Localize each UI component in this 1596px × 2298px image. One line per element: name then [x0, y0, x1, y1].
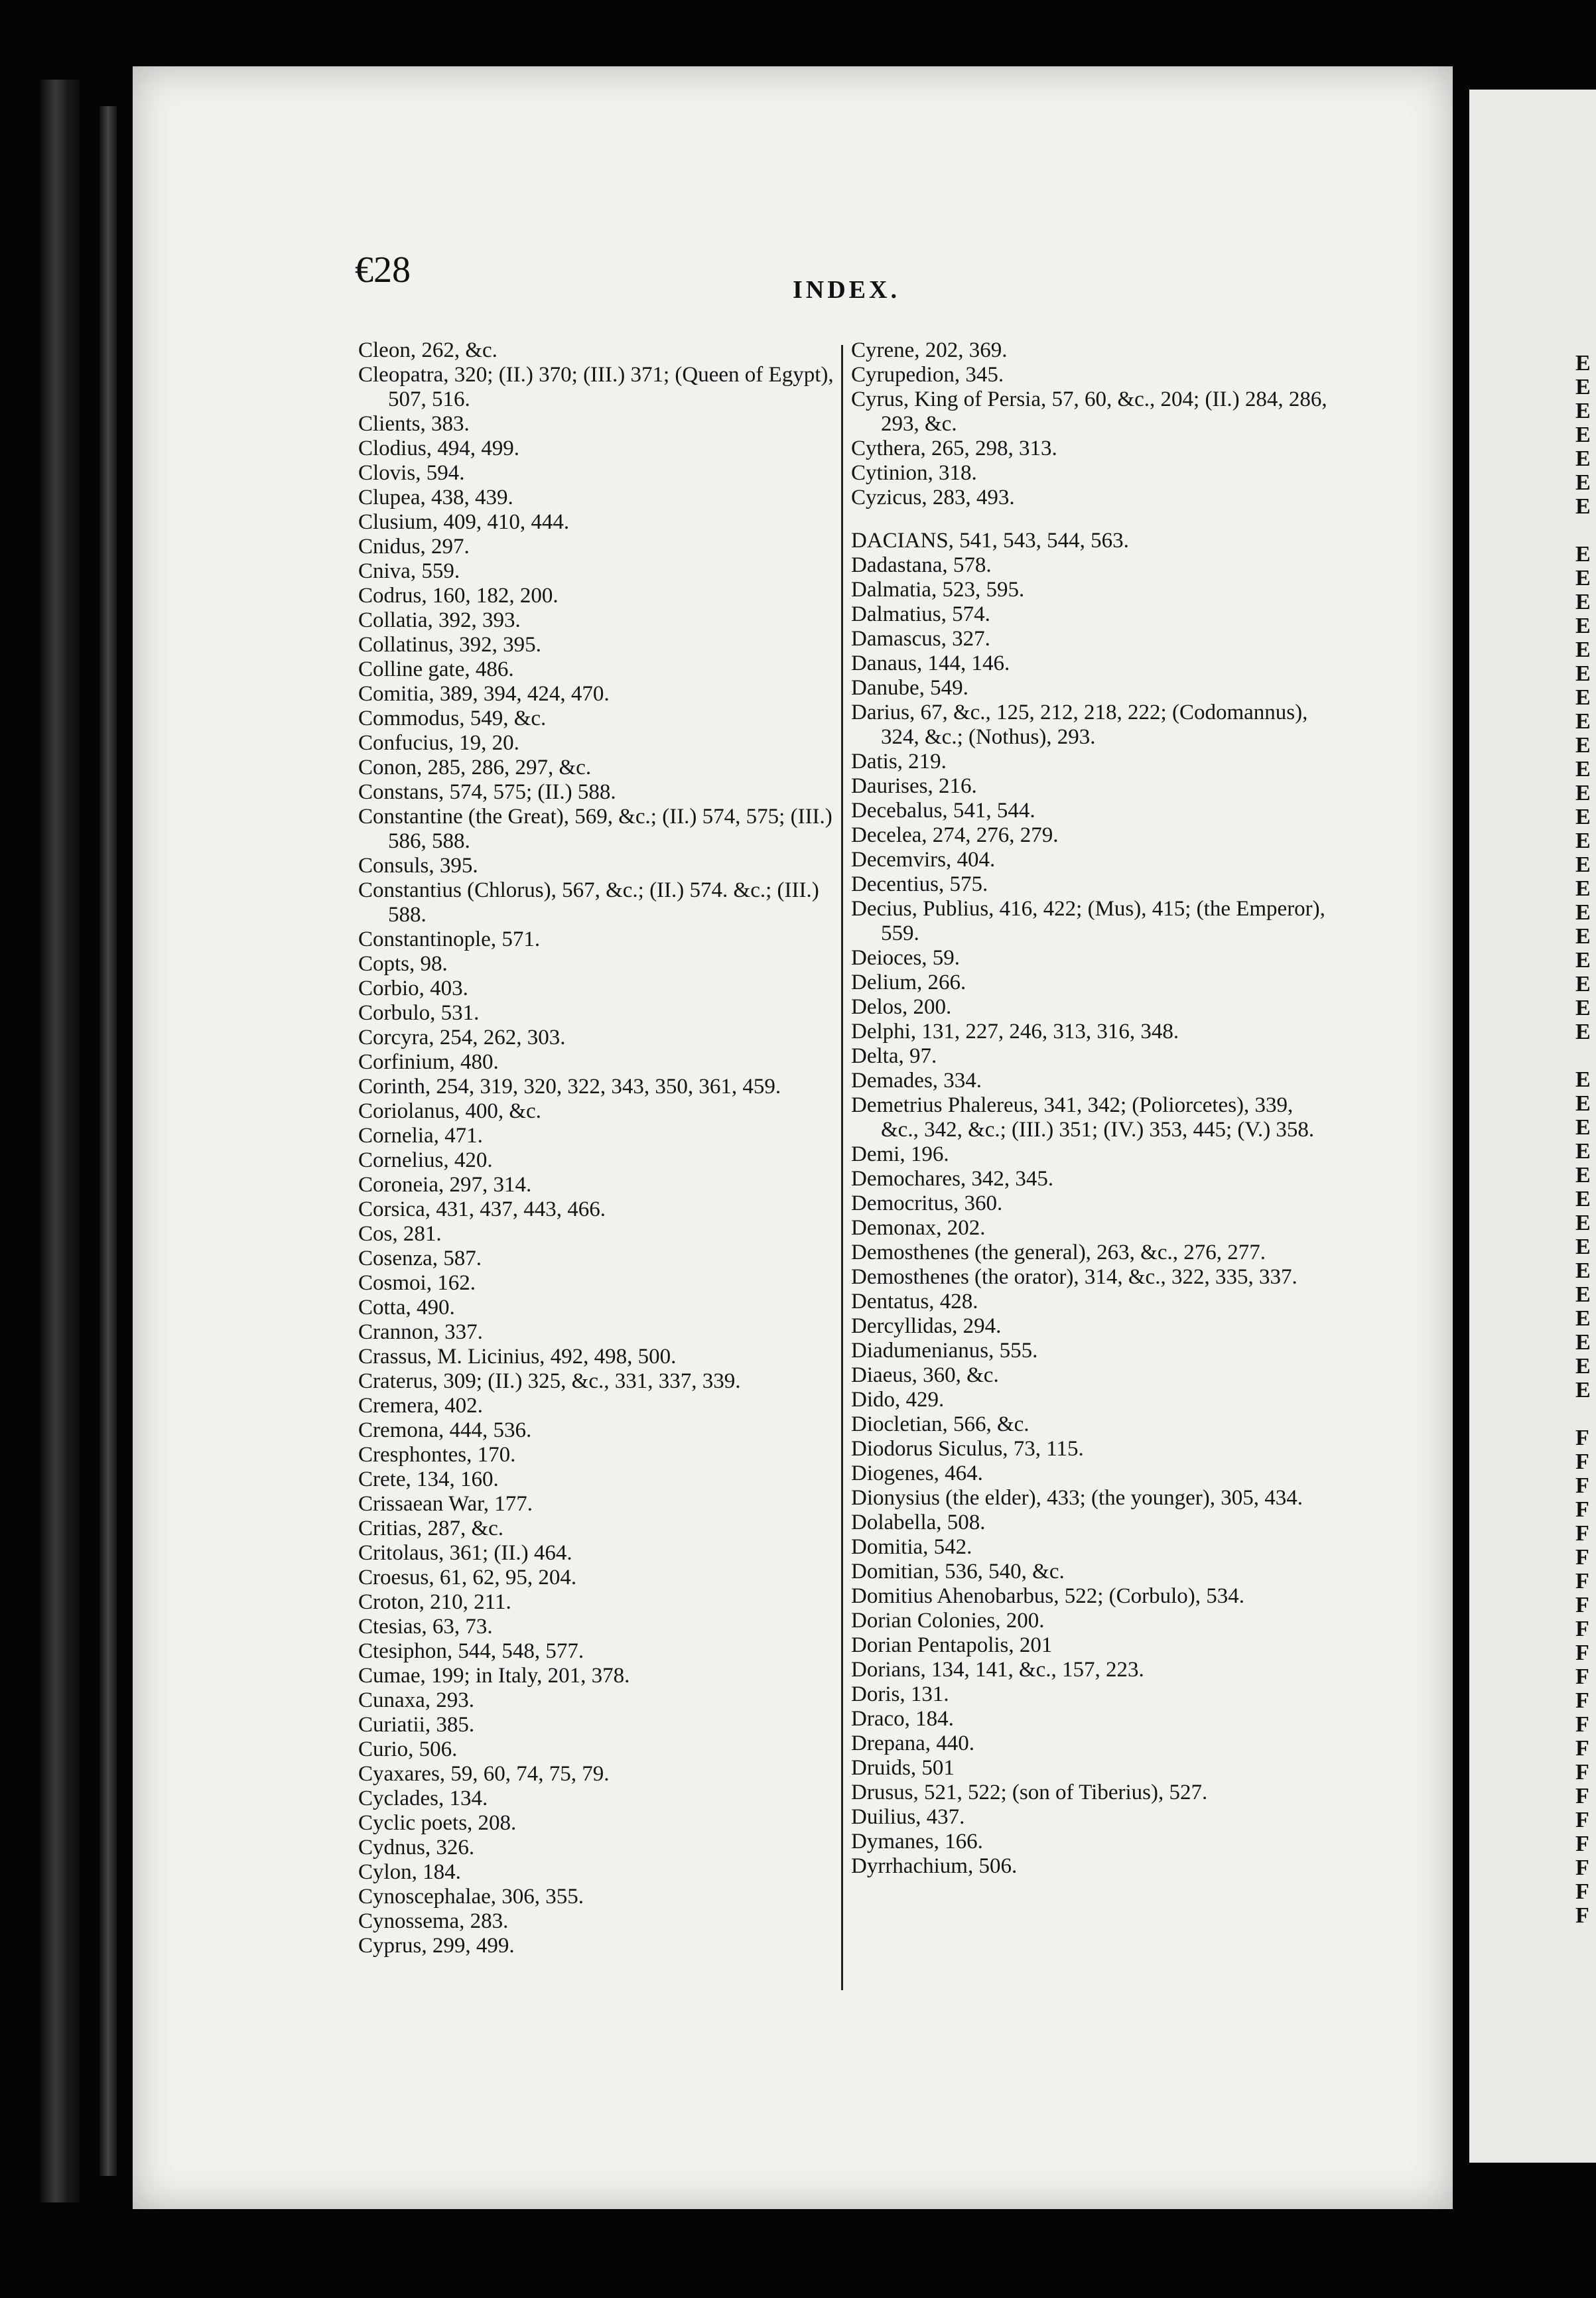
index-entry: Clients, 383.: [358, 412, 470, 436]
facing-page-letter: E: [1575, 494, 1591, 519]
facing-page-letter: E: [1575, 542, 1591, 567]
index-entry: Critolaus, 361; (II.) 464.: [358, 1541, 572, 1565]
facing-page-letter: F: [1575, 1497, 1589, 1522]
facing-page-letter: E: [1575, 1378, 1591, 1402]
index-entry: Diaeus, 360, &c.: [851, 1363, 999, 1387]
facing-page-letter: E: [1575, 709, 1591, 734]
facing-page-letter: E: [1575, 948, 1591, 973]
index-entry: Daurises, 216.: [851, 774, 977, 798]
index-entry: Conon, 285, 286, 297, &c.: [358, 756, 592, 779]
index-entry: Cytinion, 318.: [851, 461, 977, 485]
index-entry: Drepana, 440.: [851, 1731, 975, 1755]
index-entry: Druids, 501: [851, 1756, 955, 1780]
index-entry: Cynossema, 283.: [358, 1909, 509, 1933]
index-entry: Clovis, 594.: [358, 461, 465, 485]
index-entry: Decebalus, 541, 544.: [851, 799, 1035, 823]
facing-page-letter: E: [1575, 1354, 1591, 1379]
facing-page-letter: E: [1575, 423, 1591, 447]
index-entry: Danube, 549.: [851, 676, 968, 700]
facing-page-letter: F: [1575, 1856, 1589, 1880]
index-entry: Cyzicus, 283, 493.: [851, 486, 1015, 509]
index-entry: Cosmoi, 162.: [358, 1271, 476, 1295]
index-entry: Decentius, 575.: [851, 872, 988, 896]
index-entry: Croton, 210, 211.: [358, 1590, 511, 1614]
index-entry: Corinth, 254, 319, 320, 322, 343, 350, 361, 459.: [358, 1075, 781, 1099]
index-entry: Copts, 98.: [358, 952, 448, 976]
facing-page-letter: F: [1575, 1450, 1589, 1474]
facing-page-letter: E: [1575, 375, 1591, 399]
book-spine: [40, 80, 80, 2202]
index-entry: Ctesiphon, 544, 548, 577.: [358, 1639, 584, 1663]
index-entry: Curiatii, 385.: [358, 1713, 475, 1737]
facing-page-letter: E: [1575, 852, 1591, 877]
facing-page-letter: F: [1575, 1688, 1589, 1713]
index-entry: Cynoscephalae, 306, 355.: [358, 1885, 584, 1909]
index-entry: Decius, Publius, 416, 422; (Mus), 415; (the Emperor), 559.: [851, 897, 1325, 945]
index-entry: Domitius Ahenobarbus, 522; (Corbulo), 534.: [851, 1584, 1245, 1608]
facing-page-letter: F: [1575, 1712, 1589, 1737]
facing-page-letter: E: [1575, 590, 1591, 614]
index-entry: Clusium, 409, 410, 444.: [358, 510, 570, 534]
index-entry: Demochares, 342, 345.: [851, 1167, 1054, 1191]
index-entry: Diadumenianus, 555.: [851, 1339, 1038, 1363]
index-entry: Domitia, 542.: [851, 1535, 972, 1559]
index-entry: Critias, 287, &c.: [358, 1517, 504, 1540]
book-spine-edge: [100, 106, 117, 2176]
index-entry: Croesus, 61, 62, 95, 204.: [358, 1566, 577, 1589]
facing-page-letter: F: [1575, 1426, 1589, 1450]
facing-page-letter: E: [1575, 1067, 1591, 1092]
facing-page-letter: E: [1575, 638, 1591, 662]
index-entry: Demonax, 202.: [851, 1216, 986, 1240]
facing-page-letter: F: [1575, 1641, 1589, 1665]
index-entry: Delos, 200.: [851, 995, 952, 1019]
index-entry: Cyclades, 134.: [358, 1787, 488, 1810]
index-entry: Demades, 334.: [851, 1069, 982, 1093]
index-entry: Confucius, 19, 20.: [358, 731, 519, 755]
index-entry: Constantinople, 571.: [358, 927, 541, 951]
index-entry: Collatinus, 392, 395.: [358, 633, 541, 657]
facing-page-letter: E: [1575, 1115, 1591, 1140]
index-entry: Cotta, 490.: [358, 1296, 455, 1319]
facing-page-letter: E: [1575, 1020, 1591, 1044]
facing-page-letter: F: [1575, 1879, 1589, 1904]
index-entry: Cornelius, 420.: [358, 1148, 493, 1172]
index-entry: DACIANS, 541, 543, 544, 563.: [851, 529, 1129, 553]
facing-page-letter: F: [1575, 1664, 1589, 1689]
index-entry: Crissaean War, 177.: [358, 1492, 533, 1516]
facing-page-letters: [1575, 352, 1596, 1928]
facing-page-letter: E: [1575, 1091, 1591, 1116]
facing-page-letter: E: [1575, 996, 1591, 1020]
facing-page-letter: E: [1575, 399, 1591, 423]
index-entry: Diodorus Siculus, 73, 115.: [851, 1437, 1084, 1461]
column-rule: [841, 345, 843, 1990]
index-entry: Democritus, 360.: [851, 1191, 1003, 1215]
index-entry: Dymanes, 166.: [851, 1830, 983, 1854]
index-entry: Dorians, 134, 141, &c., 157, 223.: [851, 1658, 1144, 1682]
facing-page-letter: E: [1575, 757, 1591, 781]
facing-page-letter: F: [1575, 1593, 1589, 1617]
index-entry: Dalmatia, 523, 595.: [851, 578, 1025, 602]
index-entry: Delta, 97.: [851, 1044, 937, 1068]
index-entry: Domitian, 536, 540, &c.: [851, 1560, 1065, 1584]
index-entry: Cyclic poets, 208.: [358, 1811, 517, 1835]
index-entry: Cunaxa, 293.: [358, 1688, 475, 1712]
index-entry: Clodius, 494, 499.: [358, 437, 519, 460]
index-entry: Coroneia, 297, 314.: [358, 1173, 532, 1197]
index-entry: Corsica, 431, 437, 443, 466.: [358, 1197, 606, 1221]
index-entry: Coriolanus, 400, &c.: [358, 1099, 541, 1123]
facing-page-letter: E: [1575, 661, 1591, 686]
index-entry: Duilius, 437.: [851, 1805, 965, 1829]
index-entry: Decelea, 274, 276, 279.: [851, 823, 1059, 847]
index-entry: Cyprus, 299, 499.: [358, 1934, 515, 1958]
index-entry: Cleopatra, 320; (II.) 370; (III.) 371; (Queen of Egypt), 507, 516.: [358, 363, 834, 411]
facing-page-letter: F: [1575, 1784, 1589, 1808]
index-entry: Darius, 67, &c., 125, 212, 218, 222; (Codomannus), 324, &c.; (Nothus), 293.: [851, 701, 1308, 749]
index-entry: Decemvirs, 404.: [851, 848, 996, 872]
index-entry: Cyrus, King of Persia, 57, 60, &c., 204; (II.) 284, 286, 293, &c.: [851, 387, 1327, 436]
index-entry: Demosthenes (the general), 263, &c., 276, 277.: [851, 1241, 1266, 1264]
facing-page-letter: E: [1575, 685, 1591, 710]
index-entry: Datis, 219.: [851, 750, 947, 774]
facing-page-letter: E: [1575, 446, 1591, 471]
facing-page-letter: E: [1575, 1211, 1591, 1235]
index-entry: Corbio, 403.: [358, 977, 468, 1000]
facing-page-letter: E: [1575, 733, 1591, 758]
index-entry: Craterus, 309; (II.) 325, &c., 331, 337, 339.: [358, 1369, 741, 1393]
index-entry: Demosthenes (the orator), 314, &c., 322, 335, 337.: [851, 1265, 1297, 1289]
facing-page-letter: E: [1575, 781, 1591, 805]
facing-page-letter: E: [1575, 351, 1591, 375]
facing-page-letter: F: [1575, 1569, 1589, 1593]
index-entry: Dalmatius, 574.: [851, 602, 990, 626]
facing-page-letter: F: [1575, 1736, 1589, 1761]
index-entry: Collatia, 392, 393.: [358, 608, 521, 632]
running-head: INDEX.: [793, 276, 900, 304]
index-entry: Diocletian, 566, &c.: [851, 1412, 1030, 1436]
facing-page-letter: E: [1575, 924, 1591, 949]
index-entry: Cleon, 262, &c.: [358, 338, 498, 362]
index-entry: Cos, 281.: [358, 1222, 442, 1246]
page-number: €28: [355, 249, 411, 291]
facing-page-letter: E: [1575, 1258, 1591, 1283]
facing-page-letter: E: [1575, 1163, 1591, 1187]
facing-page-letter: E: [1575, 829, 1591, 853]
index-entry: Demi, 196.: [851, 1142, 949, 1166]
index-entry: Cyaxares, 59, 60, 74, 75, 79.: [358, 1762, 610, 1786]
index-entry: Comitia, 389, 394, 424, 470.: [358, 682, 610, 706]
facing-page-edge: [1469, 90, 1596, 2163]
index-entry: Dyrrhachium, 506.: [851, 1854, 1018, 1878]
index-entry: Cumae, 199; in Italy, 201, 378.: [358, 1664, 630, 1688]
index-entry: Commodus, 549, &c.: [358, 707, 547, 730]
facing-page-letter: F: [1575, 1832, 1589, 1856]
index-entry: Delphi, 131, 227, 246, 313, 316, 348.: [851, 1020, 1179, 1044]
index-entry: Cniva, 559.: [358, 559, 460, 583]
index-entry: Drusus, 521, 522; (son of Tiberius), 527.: [851, 1781, 1208, 1804]
facing-page-letter: F: [1575, 1521, 1589, 1546]
index-entry: Corcyra, 254, 262, 303.: [358, 1026, 566, 1049]
index-entry: Dido, 429.: [851, 1388, 945, 1412]
index-entry: Crete, 134, 160.: [358, 1467, 499, 1491]
index-entry: Cyrupedion, 345.: [851, 363, 1004, 387]
index-entry: Constantine (the Great), 569, &c.; (II.) 574, 575; (III.) 586, 588.: [358, 805, 832, 853]
facing-page-letter: E: [1575, 972, 1591, 996]
facing-page-letter: E: [1575, 470, 1591, 495]
facing-page-letter: E: [1575, 1306, 1591, 1331]
index-entry: Danaus, 144, 146.: [851, 651, 1010, 675]
facing-page-letter: E: [1575, 1235, 1591, 1259]
index-entry: Cydnus, 326.: [358, 1836, 475, 1859]
index-entry: Ctesias, 63, 73.: [358, 1615, 493, 1639]
index-entry: Deioces, 59.: [851, 946, 961, 970]
index-entry: Codrus, 160, 182, 200.: [358, 584, 559, 608]
facing-page-letter: E: [1575, 805, 1591, 829]
facing-page-letter: F: [1575, 1903, 1589, 1928]
index-entry: Crassus, M. Licinius, 492, 498, 500.: [358, 1345, 677, 1369]
index-entry: Constans, 574, 575; (II.) 588.: [358, 780, 616, 804]
facing-page-letter: E: [1575, 1139, 1591, 1164]
facing-page-letter: E: [1575, 614, 1591, 638]
index-entry: Dadastana, 578.: [851, 553, 992, 577]
index-entry: Colline gate, 486.: [358, 657, 514, 681]
index-entry: Dorian Pentapolis, 201: [851, 1633, 1053, 1657]
facing-page-letter: E: [1575, 566, 1591, 590]
facing-page-letter: [1575, 1402, 1596, 1426]
index-column-left: [358, 338, 836, 1958]
facing-page-letter: F: [1575, 1760, 1589, 1785]
index-entry: Dentatus, 428.: [851, 1290, 978, 1314]
facing-page-letter: F: [1575, 1808, 1589, 1832]
index-entry: Dolabella, 508.: [851, 1511, 986, 1534]
index-entry: Delium, 266.: [851, 971, 966, 994]
facing-page-letter: F: [1575, 1617, 1589, 1641]
index-entry: Damascus, 327.: [851, 627, 990, 651]
facing-page-letter: E: [1575, 1187, 1591, 1211]
facing-page-letter: [1575, 1044, 1596, 1068]
index-entry: Diogenes, 464.: [851, 1461, 983, 1485]
index-entry: Dionysius (the elder), 433; (the younger), 305, 434.: [851, 1486, 1303, 1510]
index-entry: Cylon, 184.: [358, 1860, 461, 1884]
index-entry: Constantius (Chlorus), 567, &c.; (II.) 574. &c.; (III.) 588.: [358, 878, 819, 927]
index-entry: Cremona, 444, 536.: [358, 1418, 532, 1442]
index-entry: Clupea, 438, 439.: [358, 486, 513, 509]
facing-page-letter: F: [1575, 1545, 1589, 1570]
index-entry: Draco, 184.: [851, 1707, 954, 1731]
index-entry: Cyrene, 202, 369.: [851, 338, 1008, 362]
index-column-right: [851, 338, 1329, 1879]
index-entry: Consuls, 395.: [358, 854, 478, 878]
index-entry: Dorian Colonies, 200.: [851, 1609, 1045, 1633]
index-entry: Corfinium, 480.: [358, 1050, 499, 1074]
index-entry: Cornelia, 471.: [358, 1124, 483, 1148]
index-entry: Doris, 131.: [851, 1682, 949, 1706]
index-entry: Cresphontes, 170.: [358, 1443, 516, 1467]
index-entry: Cythera, 265, 298, 313.: [851, 437, 1057, 460]
index-entry: Corbulo, 531.: [358, 1001, 480, 1025]
index-entry: Crannon, 337.: [358, 1320, 483, 1344]
facing-page-letter: F: [1575, 1473, 1589, 1498]
facing-page-letter: E: [1575, 1282, 1591, 1307]
index-entry: Cnidus, 297.: [358, 535, 470, 559]
index-entry: Curio, 506.: [358, 1737, 458, 1761]
index-entry: Cremera, 402.: [358, 1394, 483, 1418]
facing-page-letter: E: [1575, 876, 1591, 901]
index-entry: Demetrius Phalereus, 341, 342; (Poliorcetes), 339, &c., 342, &c.; (III.) 351; (IV.) 353, 445; (V.) 358.: [851, 1093, 1315, 1142]
facing-page-letter: E: [1575, 1330, 1591, 1355]
facing-page-letter: [1575, 519, 1596, 543]
index-entry: Cosenza, 587.: [358, 1247, 482, 1270]
facing-page-letter: E: [1575, 900, 1591, 925]
index-entry: Dercyllidas, 294.: [851, 1314, 1002, 1338]
